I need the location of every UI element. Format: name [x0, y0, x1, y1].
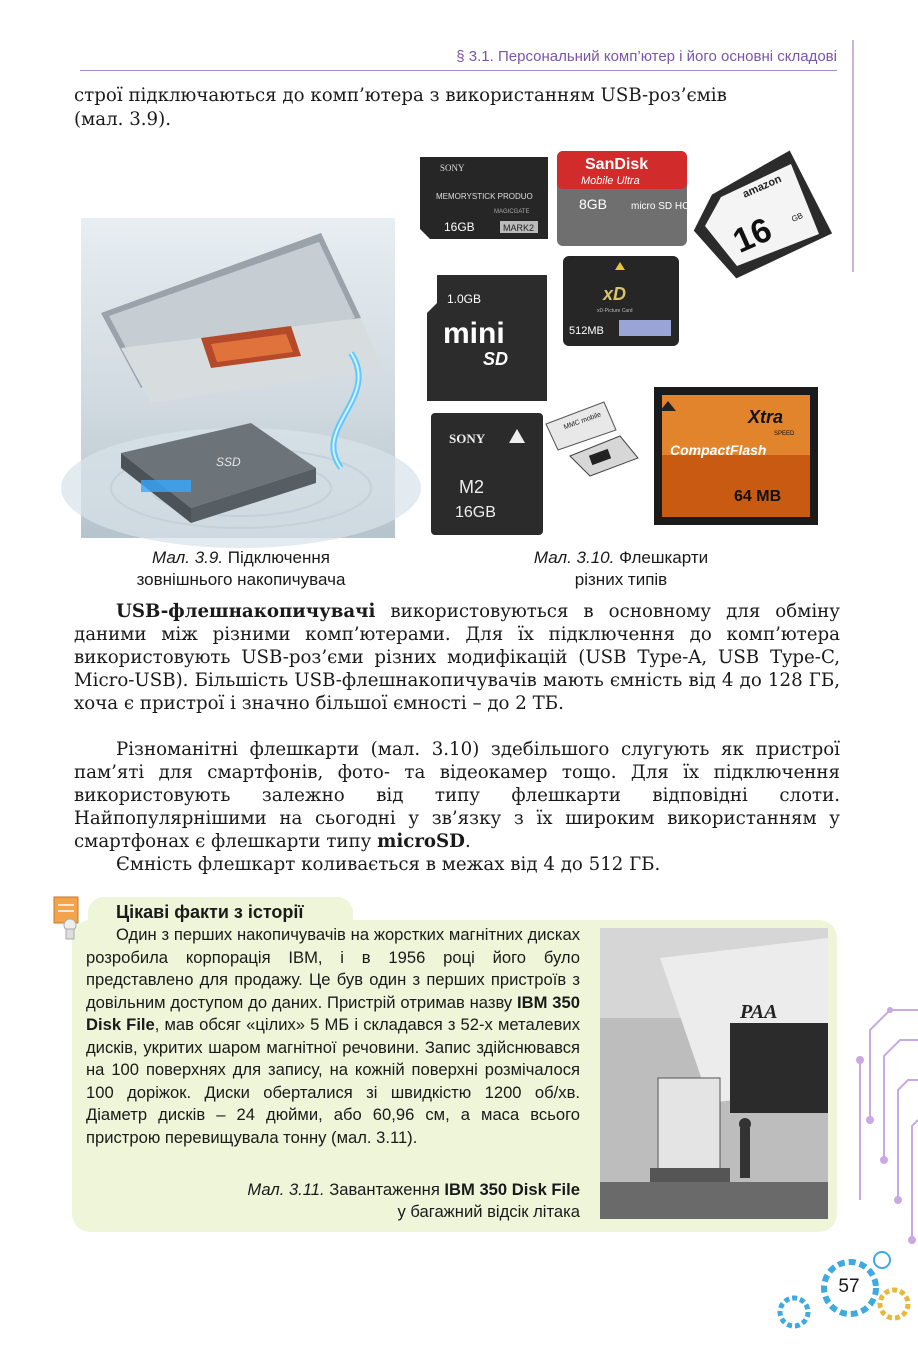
section-title: § 3.1. Персональний комп’ютер і його основні складові	[456, 48, 837, 65]
sandisk-microsd-card	[557, 151, 695, 250]
card-brand: SanDisk	[585, 156, 649, 173]
card-size: 16GB	[455, 504, 496, 521]
card-logo: mini	[443, 317, 505, 350]
intro-line-2: (мал. 3.9).	[74, 109, 172, 130]
minisd-card	[427, 275, 547, 405]
caption-label: Мал. 3.9.	[152, 548, 224, 567]
history-text-2: , мав обсяг «цілих» 5 МБ і складався з 52-х металевих дисків, укритих шаром магнітної речовини. Запис здійснювався на 100 поверхнях для запису, на кожній поверхні розмічалося 100 доріжок. Диски оберталися зі швидкістю 1200 об/хв. Діаметр дисків – 24 дюйми, або 60,96 см, а маса всього пристрою перевищувала тонну (мал. 3.11).	[86, 1015, 580, 1147]
card-size: 1.0GB	[447, 292, 482, 306]
card-unit: GB	[790, 210, 805, 224]
history-text	[86, 924, 580, 1149]
caption-text-2: різних типів	[574, 570, 668, 589]
card-size: 8GB	[579, 196, 608, 212]
term-microsd: microSD	[377, 831, 465, 852]
paragraph-usb-text: використовуються в основному для обміну даними між різними комп’ютерами. Для їх підключення до комп’ютера використовують USB-роз’єми різних модифікацій (USB Type-A, USB Type-C, Micro-USB). Більшість USB-флешнакопичувачів мають ємність від 4 до 128 ГБ, хоча є пристрої і значно більшої ємності – до 2 ТБ.	[74, 601, 840, 714]
intro-line-1: строї підключаються до комп’ютера з використанням USB-роз’ємів	[74, 85, 727, 106]
memory-stick-micro-m2-card	[431, 413, 543, 539]
card-brand: Xtra	[748, 407, 784, 427]
figure-3-10-caption	[496, 547, 746, 591]
card-type: CompactFlash	[670, 442, 767, 458]
compactflash-card	[654, 387, 818, 529]
card-brand: SONY	[440, 163, 465, 173]
circuit-decoration	[850, 1000, 918, 1260]
card-brand: amazon	[741, 173, 784, 201]
paragraph-flashcards-text: Різноманітні флешкарти (мал. 3.10) здебільшого слугують як пристрої пам’яті для смартфонів, фото- та відеокамер тощо. Для їх підключення використовують залежно від типу флешкарти відповідні слоти. Найпопулярнішими на сьогодні у зв’язку з їх широким використанням у смартфонах є флешкарти типу	[74, 739, 840, 852]
card-mark: MARK2	[503, 223, 535, 233]
page-number: 57	[838, 1276, 860, 1297]
card-model: M2	[459, 477, 485, 497]
history-title: Цікаві факти з історії	[116, 902, 304, 922]
history-term: IBM 350 Disk File	[86, 992, 580, 1034]
paragraph-flashcards	[74, 738, 840, 853]
ibm-disk-loading-photo	[600, 928, 828, 1219]
caption-text-1: Підключення	[227, 548, 330, 567]
card-size: 16GB	[444, 220, 475, 234]
caption-bold: IBM 350 Disk File	[444, 1180, 580, 1199]
xd-picture-card	[563, 256, 679, 350]
page-header	[80, 44, 837, 71]
paragraph-usb	[74, 600, 840, 715]
card-sub: xD-Picture Card	[597, 308, 633, 314]
figure-3-11-caption	[180, 1179, 580, 1223]
plane-label: PAA	[740, 1001, 778, 1023]
card-line: MEMORYSTICK PRODUO	[436, 192, 533, 201]
caption-text: Завантаження	[324, 1180, 445, 1199]
figure-3-9-caption	[96, 547, 386, 591]
history-text-1: Один з перших накопичувачів на жорстких магнітних дисках розробила корпорація IBM, і в 1956 році його було представлено для продажу. Це був один з перших пристроїв з довільним доступом до даних. Пристрій отримав назву	[86, 925, 580, 1012]
card-sub: MAGICGATE	[494, 209, 530, 215]
card-size: 512MB	[569, 325, 604, 337]
card-speed: SPEED	[774, 431, 795, 437]
laptop-ssd-image	[81, 218, 395, 538]
caption-text-1: Флешкарти	[619, 548, 709, 567]
caption-line-2: у багажний відсік літака	[397, 1202, 580, 1221]
paragraph-end: .	[464, 831, 471, 852]
paragraph-capacity: Ємність флешкарт коливається в межах від 4 до 512 ГБ.	[116, 854, 661, 875]
mmc-mobile-card	[544, 400, 644, 480]
card-logo-sd: SD	[483, 349, 509, 369]
amazon-sd-card	[693, 152, 831, 281]
card-size: 64 MB	[734, 488, 782, 505]
svg-text:SSD: SSD	[216, 455, 241, 469]
caption-label: Мал. 3.10.	[533, 548, 615, 567]
card-brand: SONY	[449, 431, 486, 446]
memory-stick-pro-duo-card	[420, 157, 548, 243]
card-size: 16	[727, 210, 778, 261]
card-type: micro SD HC I	[631, 201, 695, 212]
term-usb-flash: USB-флешнакопичувачі	[116, 601, 376, 622]
caption-text-2: зовнішнього накопичувача	[136, 570, 346, 589]
card-logo: xD	[603, 284, 627, 304]
caption-label: Мал. 3.11.	[247, 1180, 325, 1199]
card-line: Mobile Ultra	[581, 175, 640, 187]
side-rule	[852, 40, 854, 272]
card-label: MMC mobile	[562, 411, 603, 432]
scroll-note-icon	[48, 895, 88, 941]
